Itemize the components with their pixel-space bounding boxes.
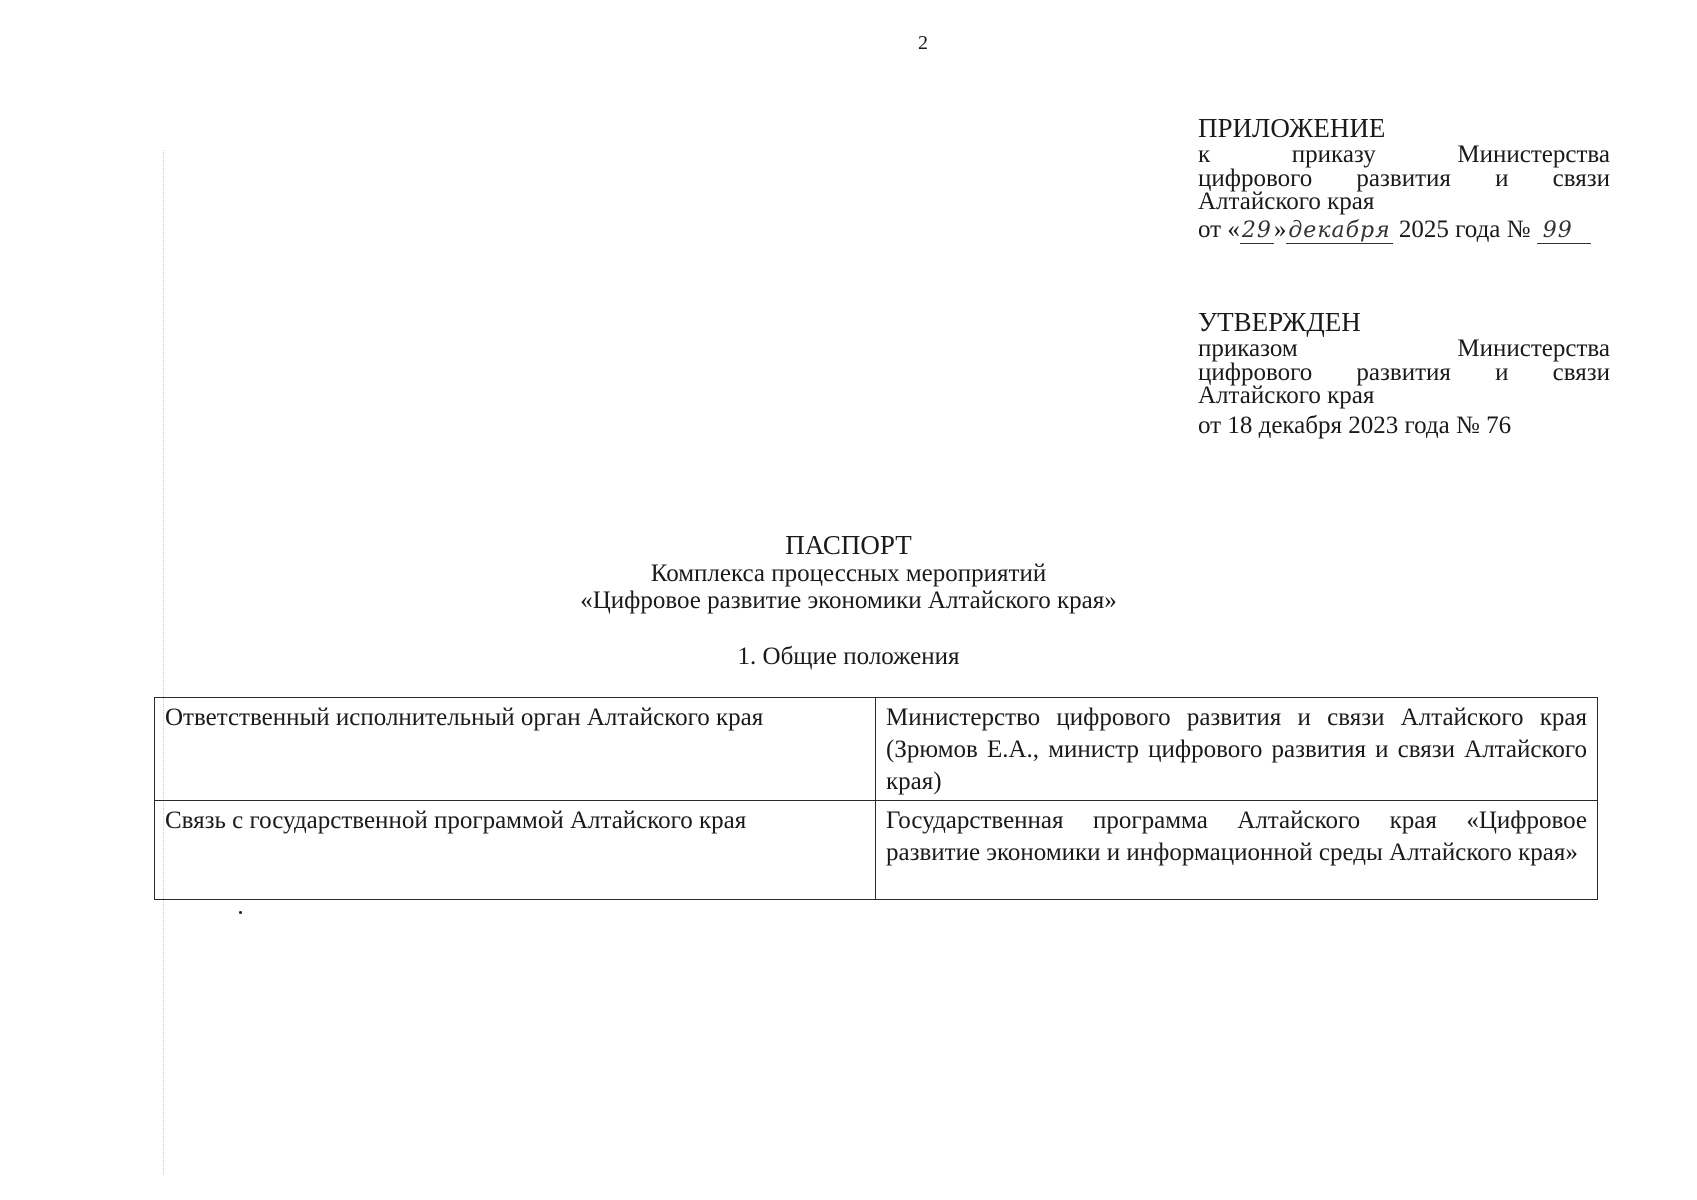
table-cell-value: Министерство цифрового развития и связи Алтайского края (Зрюмов Е.А., министр цифрового развития и связи Алтайского края) bbox=[876, 698, 1598, 801]
handwritten-number: 99 bbox=[1537, 218, 1591, 244]
title-passport: ПАСПОРТ bbox=[785, 530, 912, 560]
approved-date-line: от 18 декабря 2023 года № 76 bbox=[1198, 411, 1512, 439]
page-number: 2 bbox=[918, 32, 928, 54]
approved-line-1 bbox=[1198, 337, 1610, 361]
table-row bbox=[155, 698, 1598, 801]
word: связи bbox=[1552, 164, 1610, 192]
word: и bbox=[1495, 358, 1509, 386]
word: развития bbox=[1356, 358, 1451, 386]
date-quote: » bbox=[1273, 215, 1287, 243]
word: цифрового bbox=[1198, 358, 1313, 386]
appendix-heading: ПРИЛОЖЕНИЕ bbox=[1198, 113, 1386, 143]
title-subtitle: Комплекса процессных мероприятий bbox=[650, 560, 1047, 587]
word: приказом bbox=[1198, 335, 1298, 362]
table-row bbox=[155, 801, 1598, 900]
word: Министерства bbox=[1457, 141, 1610, 168]
general-provisions-table bbox=[154, 697, 1598, 900]
approved-heading: УТВЕРЖДЕН bbox=[1198, 307, 1361, 337]
approved-line-2 bbox=[1198, 358, 1610, 386]
word: развития bbox=[1356, 164, 1451, 192]
table-cell-value: Государственная программа Алтайского края «Цифровое развитие экономики и информационной среды Алтайского края» bbox=[876, 801, 1598, 900]
word: связи bbox=[1552, 358, 1610, 386]
word: и bbox=[1495, 164, 1509, 192]
section-title: 1. Общие положения bbox=[737, 643, 960, 670]
date-year: 2025 года № bbox=[1398, 215, 1531, 243]
approved-block bbox=[1198, 307, 1610, 437]
word: к bbox=[1198, 141, 1211, 168]
appendix-date-line bbox=[1198, 215, 1610, 243]
handwritten-month: декабря bbox=[1288, 217, 1391, 243]
handwritten-day: 29 bbox=[1241, 217, 1272, 243]
appendix-line-1 bbox=[1198, 143, 1610, 167]
table-cell-label: Ответственный исполнительный орган Алтайского края bbox=[155, 698, 876, 801]
table-cell-label: Связь с государственной программой Алтайского края bbox=[155, 801, 876, 900]
approved-line-3: Алтайского края bbox=[1198, 382, 1375, 409]
appendix-line-3: Алтайского края bbox=[1198, 188, 1375, 215]
date-prefix: от « bbox=[1198, 215, 1240, 243]
word: цифрового bbox=[1198, 164, 1313, 192]
title-program-name: «Цифровое развитие экономики Алтайского края» bbox=[580, 587, 1117, 614]
scan-speck bbox=[239, 911, 242, 914]
document-title bbox=[0, 530, 1697, 614]
appendix-block bbox=[1198, 113, 1610, 242]
appendix-line-2 bbox=[1198, 164, 1610, 192]
word: Министерства bbox=[1457, 335, 1610, 362]
word: приказу bbox=[1291, 141, 1376, 168]
